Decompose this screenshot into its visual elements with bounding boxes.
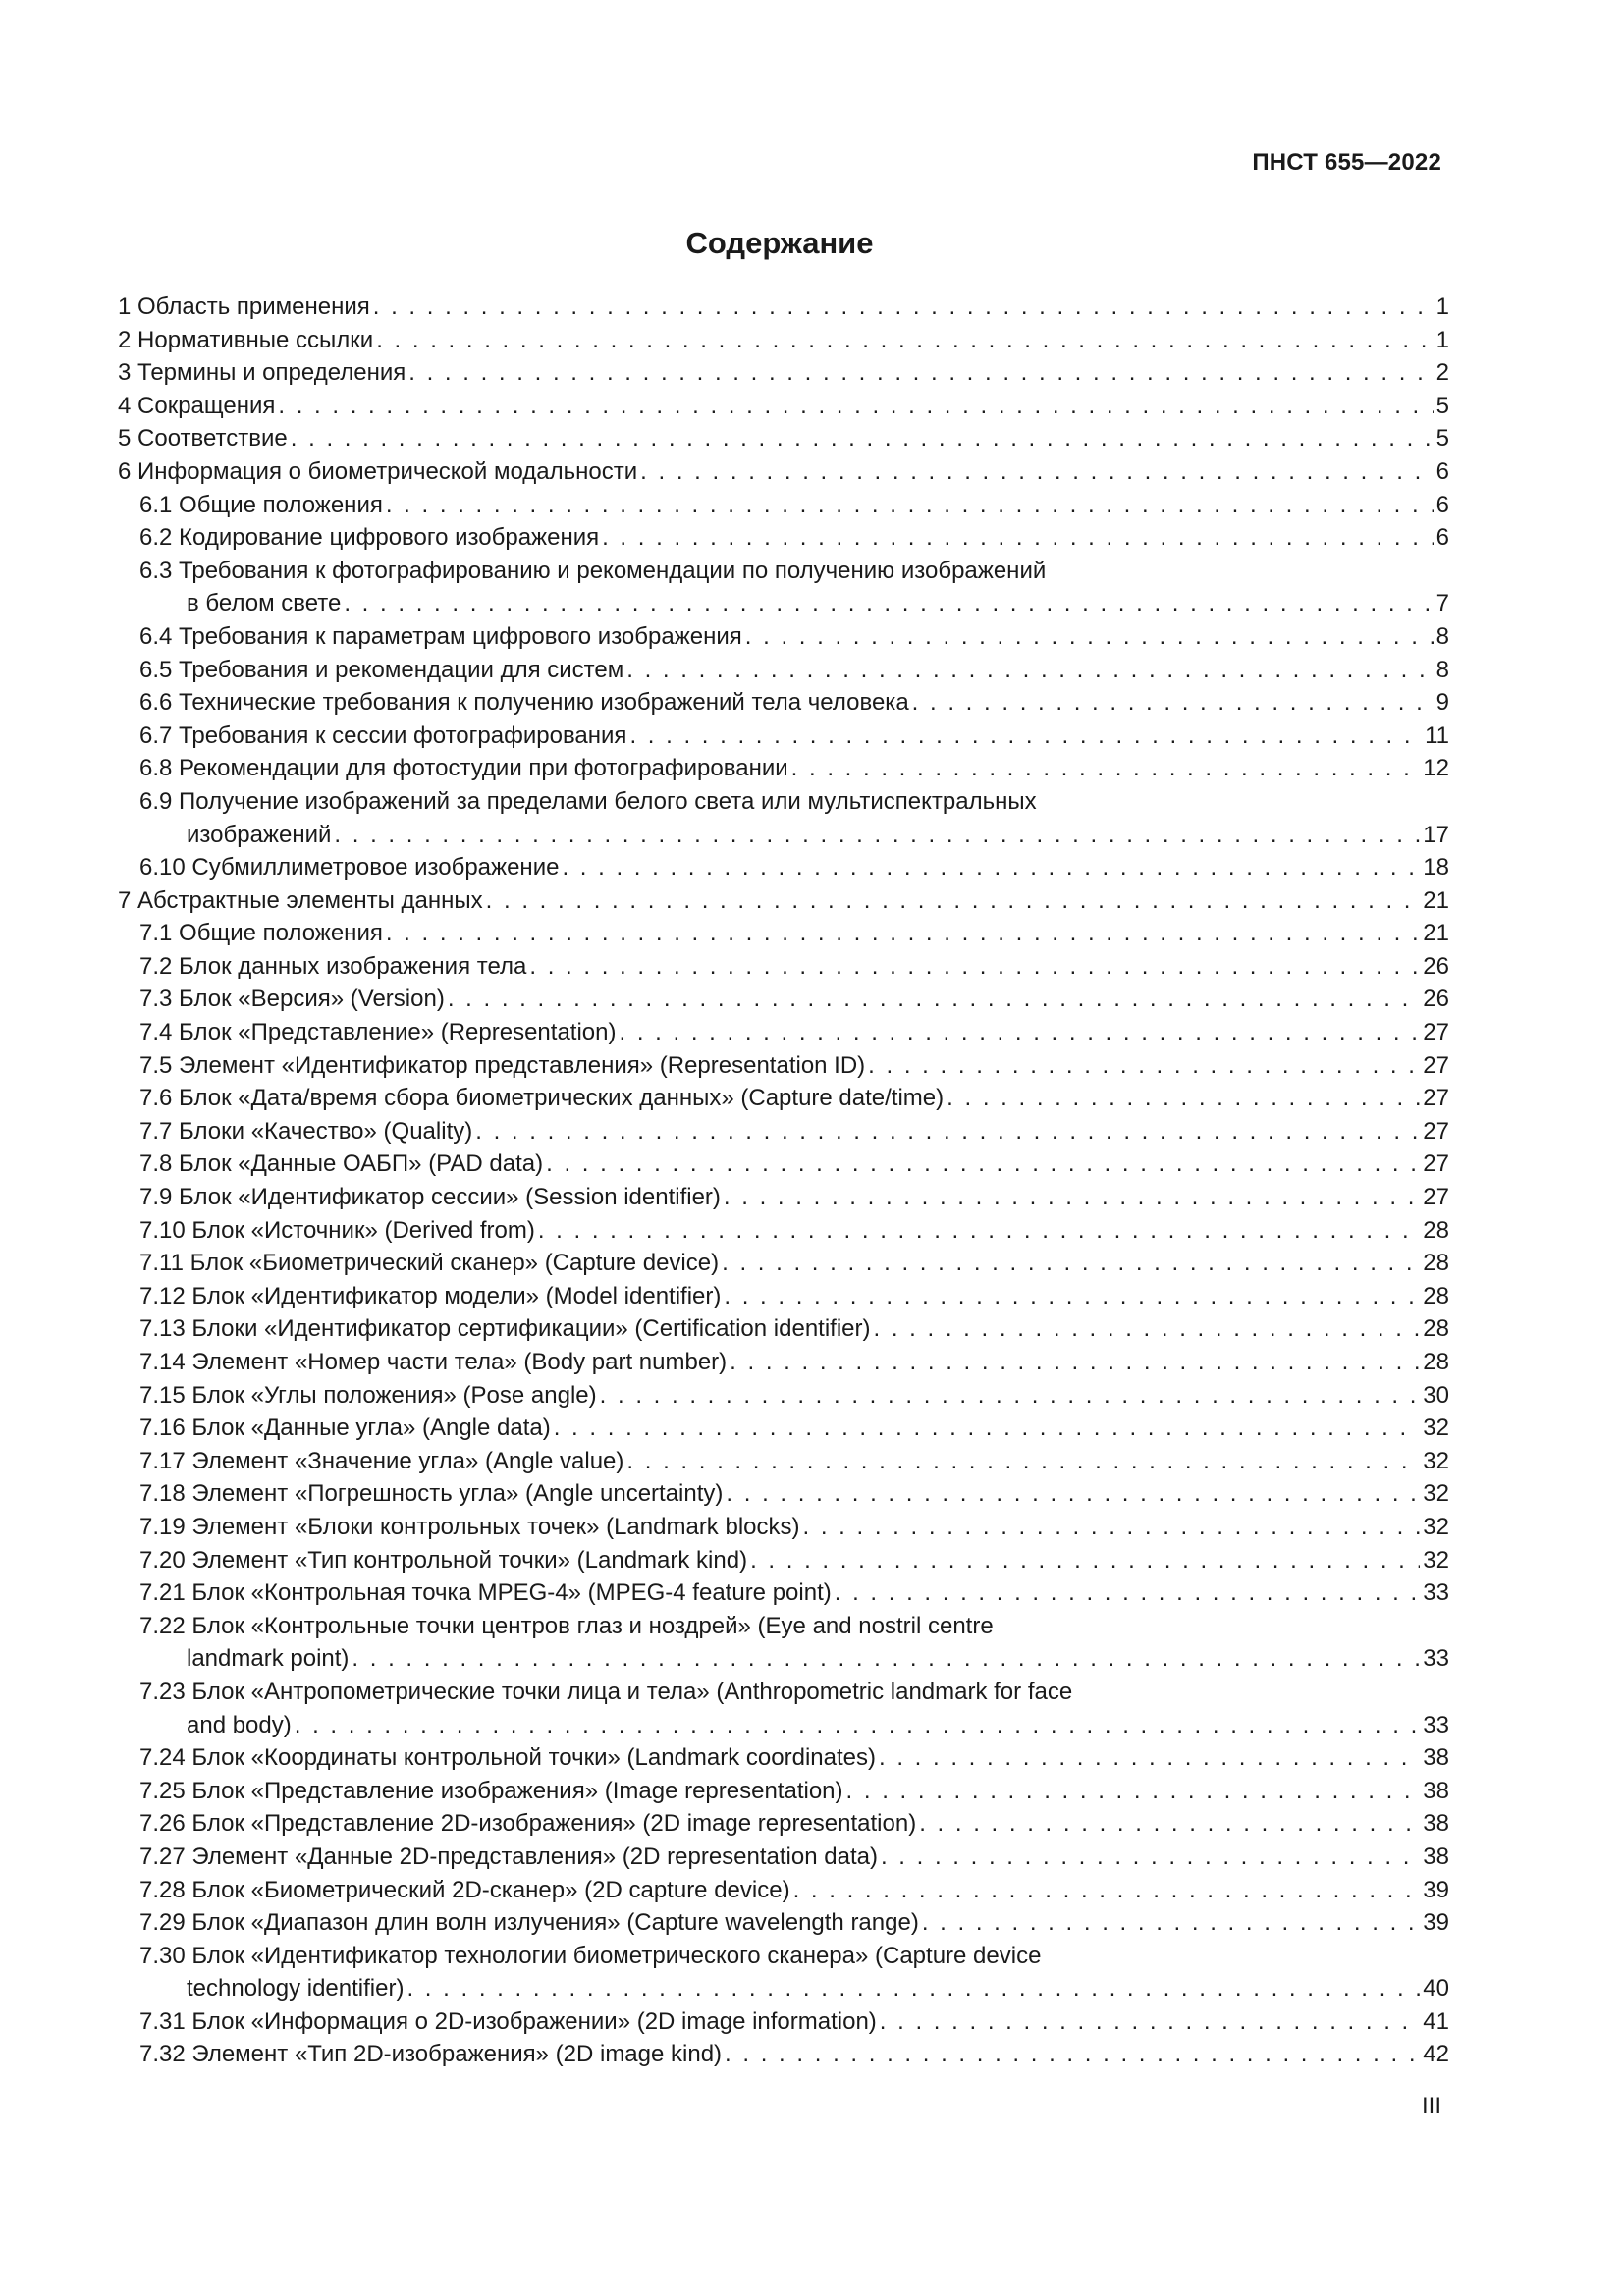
toc-entry-title: 7.27 Элемент «Данные 2D-представления» (2D representation data) bbox=[139, 1842, 878, 1870]
toc-entry bbox=[118, 1346, 1449, 1379]
toc-entry bbox=[118, 1214, 1449, 1248]
toc-entry-title: 7.8 Блок «Данные ОАБП» (PAD data) bbox=[139, 1150, 544, 1178]
page-number: III bbox=[1421, 2093, 1441, 2119]
toc-entry-page: 27 bbox=[1423, 1117, 1449, 1145]
toc-entry-title: 6.9 Получение изображений за пределами белого света или мультиспектральных bbox=[139, 787, 1037, 815]
toc-entry-title: 7.26 Блок «Представление 2D-изображения» (2D image representation) bbox=[139, 1810, 917, 1838]
toc-entry-page: 5 bbox=[1435, 425, 1449, 453]
toc-entry bbox=[118, 851, 1449, 884]
toc-entry-page: 32 bbox=[1423, 1480, 1449, 1508]
toc-entry bbox=[118, 1874, 1449, 1907]
toc-entry-title: 7.24 Блок «Координаты контрольной точки» (Landmark coordinates) bbox=[139, 1744, 876, 1772]
toc-entry-title: and body) bbox=[187, 1711, 292, 1738]
toc-entry bbox=[118, 1841, 1449, 1874]
toc-entry bbox=[118, 1148, 1449, 1181]
toc-entry-title: 7.6 Блок «Дата/время сбора биометрических данных» (Capture date/time) bbox=[139, 1085, 945, 1112]
toc-entry bbox=[118, 1445, 1449, 1478]
toc-entry bbox=[118, 1642, 1449, 1676]
toc-entry bbox=[118, 455, 1449, 489]
toc-entry bbox=[118, 1477, 1449, 1511]
dot-leader bbox=[835, 1576, 1421, 1610]
dot-leader bbox=[600, 1379, 1421, 1413]
toc-entry-page: 6 bbox=[1435, 457, 1449, 485]
toc-entry-title: 7.20 Элемент «Тип контрольной точки» (Landmark kind) bbox=[139, 1546, 748, 1574]
toc-entry-title: 6.8 Рекомендации для фотостудии при фотографировании bbox=[139, 755, 788, 782]
dot-leader bbox=[619, 1016, 1420, 1049]
toc-entry bbox=[118, 1280, 1449, 1313]
dot-leader bbox=[745, 620, 1434, 654]
toc-entry-page: 38 bbox=[1423, 1842, 1449, 1870]
dot-leader bbox=[730, 1346, 1420, 1379]
dot-leader bbox=[291, 422, 1434, 455]
toc-entry-title: 7.13 Блоки «Идентификатор сертификации» (Certification identifier) bbox=[139, 1315, 871, 1343]
toc-entry-page: 1 bbox=[1435, 294, 1449, 320]
dot-leader bbox=[529, 950, 1420, 984]
toc-entry-title: 7.22 Блок «Контрольные точки центров глаз и ноздрей» (Eye and nostril centre bbox=[139, 1612, 994, 1639]
toc-entry-page: 30 bbox=[1423, 1381, 1449, 1409]
toc-entry-page: 39 bbox=[1423, 1876, 1449, 1903]
toc-entry-page: 8 bbox=[1435, 622, 1449, 650]
toc-entry bbox=[118, 2005, 1449, 2039]
toc-entry-page: 28 bbox=[1423, 1315, 1449, 1343]
dot-leader bbox=[406, 1972, 1420, 2005]
toc-entry bbox=[118, 1412, 1449, 1445]
toc-entry bbox=[118, 356, 1449, 390]
toc-entry-page: 21 bbox=[1423, 886, 1449, 914]
toc-entry-title: 6.5 Требования и рекомендации для систем bbox=[139, 656, 624, 683]
toc-entry-page: 27 bbox=[1423, 1019, 1449, 1046]
dot-leader bbox=[602, 521, 1434, 555]
toc-entry-page: 26 bbox=[1423, 986, 1449, 1013]
toc-entry-title: 7.32 Элемент «Тип 2D-изображения» (2D image kind) bbox=[139, 2041, 723, 2068]
dot-leader bbox=[724, 1280, 1420, 1313]
toc-entry bbox=[118, 950, 1449, 984]
toc-entry bbox=[118, 884, 1449, 918]
toc-entry bbox=[118, 1775, 1449, 1808]
toc-entry-page: 41 bbox=[1423, 2007, 1449, 2035]
toc-entry bbox=[118, 521, 1449, 555]
table-of-contents bbox=[118, 291, 1449, 2071]
toc-entry-page: 12 bbox=[1423, 755, 1449, 782]
toc-entry-title: 7.10 Блок «Источник» (Derived from) bbox=[139, 1216, 535, 1244]
toc-entry-title: 7.25 Блок «Представление изображения» (Image representation) bbox=[139, 1777, 843, 1804]
dot-leader bbox=[725, 2038, 1420, 2071]
toc-entry bbox=[118, 1115, 1449, 1148]
toc-entry-title: 7.28 Блок «Биометрический 2D-сканер» (2D capture device) bbox=[139, 1876, 790, 1903]
toc-entry bbox=[118, 1741, 1449, 1775]
toc-entry bbox=[118, 1807, 1449, 1841]
toc-entry bbox=[118, 917, 1449, 950]
toc-entry-page: 27 bbox=[1423, 1184, 1449, 1211]
dot-leader bbox=[352, 1642, 1420, 1676]
dot-leader bbox=[626, 1445, 1420, 1478]
page-title: Содержание bbox=[685, 226, 874, 260]
dot-leader bbox=[386, 917, 1420, 950]
toc-entry-title: 6 Информация о биометрической модальности bbox=[118, 457, 638, 485]
toc-entry-title: 6.7 Требования к сессии фотографирования bbox=[139, 721, 627, 749]
toc-entry bbox=[118, 1379, 1449, 1413]
dot-leader bbox=[538, 1214, 1420, 1248]
toc-entry bbox=[118, 422, 1449, 455]
toc-entry bbox=[118, 390, 1449, 423]
toc-entry-page: 8 bbox=[1435, 656, 1449, 683]
dot-leader bbox=[386, 489, 1434, 522]
dot-leader bbox=[554, 1412, 1421, 1445]
toc-entry bbox=[118, 654, 1449, 687]
toc-entry bbox=[118, 1972, 1449, 2005]
toc-entry-title: 7.23 Блок «Антропометрические точки лица и тела» (Anthropometric landmark for face bbox=[139, 1678, 1073, 1705]
toc-entry-title: 2 Нормативные ссылки bbox=[118, 326, 374, 353]
dot-leader bbox=[880, 2005, 1421, 2039]
toc-entry bbox=[118, 720, 1449, 753]
toc-entry bbox=[118, 1016, 1449, 1049]
dot-leader bbox=[724, 1181, 1420, 1214]
toc-entry-title: 3 Термины и определения bbox=[118, 359, 406, 387]
toc-entry bbox=[118, 1610, 1449, 1643]
toc-entry bbox=[118, 1511, 1449, 1544]
toc-entry-title: 7.12 Блок «Идентификатор модели» (Model identifier) bbox=[139, 1282, 722, 1309]
toc-entry-page: 28 bbox=[1423, 1282, 1449, 1309]
toc-entry-page: 32 bbox=[1423, 1447, 1449, 1474]
toc-entry bbox=[118, 1049, 1449, 1083]
toc-entry-title: 7.17 Элемент «Значение угла» (Angle value) bbox=[139, 1447, 624, 1474]
toc-entry-page: 28 bbox=[1423, 1250, 1449, 1277]
toc-entry-title: technology identifier) bbox=[187, 1975, 405, 2002]
toc-entry-page: 28 bbox=[1423, 1216, 1449, 1244]
toc-entry-title: 6.2 Кодирование цифрового изображения bbox=[139, 524, 600, 552]
toc-entry-title: 6.6 Технические требования к получению изображений тела человека bbox=[139, 689, 909, 717]
toc-entry-title: 7.1 Общие положения bbox=[139, 920, 383, 947]
toc-entry bbox=[118, 1247, 1449, 1280]
toc-entry-page: 33 bbox=[1423, 1579, 1449, 1607]
toc-entry-page: 18 bbox=[1423, 854, 1449, 881]
toc-entry-title: 7.14 Элемент «Номер части тела» (Body part number) bbox=[139, 1349, 728, 1375]
dot-leader bbox=[750, 1544, 1420, 1577]
toc-entry bbox=[118, 2038, 1449, 2071]
toc-entry-title: 7.2 Блок данных изображения тела bbox=[139, 952, 527, 980]
dot-leader bbox=[546, 1148, 1420, 1181]
toc-entry bbox=[118, 587, 1449, 620]
toc-entry-page: 6 bbox=[1435, 491, 1449, 518]
toc-entry-page: 32 bbox=[1423, 1415, 1449, 1442]
toc-entry-page: 40 bbox=[1423, 1975, 1449, 2002]
toc-entry bbox=[118, 489, 1449, 522]
toc-entry-page: 17 bbox=[1423, 821, 1449, 848]
dot-leader bbox=[373, 291, 1434, 324]
dot-leader bbox=[722, 1247, 1420, 1280]
toc-entry-title: 7.7 Блоки «Качество» (Quality) bbox=[139, 1117, 473, 1145]
toc-entry-page: 21 bbox=[1423, 920, 1449, 947]
toc-entry-title: 7.11 Блок «Биометрический сканер» (Capture device) bbox=[139, 1250, 720, 1277]
toc-entry bbox=[118, 819, 1449, 852]
dot-leader bbox=[793, 1874, 1421, 1907]
toc-entry bbox=[118, 752, 1449, 785]
toc-entry-title: 7.29 Блок «Диапазон длин волн излучения» (Capture wavelength range) bbox=[139, 1909, 919, 1937]
toc-entry-page: 27 bbox=[1423, 1051, 1449, 1079]
toc-entry-page: 7 bbox=[1435, 590, 1449, 617]
dot-leader bbox=[919, 1807, 1420, 1841]
toc-entry bbox=[118, 1676, 1449, 1709]
dot-leader bbox=[626, 654, 1433, 687]
dot-leader bbox=[922, 1906, 1420, 1940]
toc-entry-page: 38 bbox=[1423, 1777, 1449, 1804]
toc-entry bbox=[118, 1544, 1449, 1577]
toc-entry-page: 38 bbox=[1423, 1744, 1449, 1772]
dot-leader bbox=[726, 1477, 1420, 1511]
toc-entry-page: 39 bbox=[1423, 1909, 1449, 1937]
toc-entry-page: 32 bbox=[1423, 1513, 1449, 1540]
dot-leader bbox=[629, 720, 1422, 753]
toc-entry-title: 1 Область применения bbox=[118, 294, 370, 320]
dot-leader bbox=[868, 1049, 1420, 1083]
dot-leader bbox=[879, 1741, 1420, 1775]
toc-entry-title: 5 Соответствие bbox=[118, 425, 288, 453]
toc-entry-title: 7.21 Блок «Контрольная точка MPEG-4» (MPEG-4 feature point) bbox=[139, 1579, 832, 1607]
toc-entry-title: 6.10 Субмиллиметровое изображение bbox=[139, 854, 560, 881]
toc-entry-title: 7.5 Элемент «Идентификатор представления» (Representation ID) bbox=[139, 1051, 866, 1079]
toc-entry bbox=[118, 1906, 1449, 1940]
dot-leader bbox=[803, 1511, 1421, 1544]
dot-leader bbox=[874, 1312, 1421, 1346]
toc-entry bbox=[118, 1312, 1449, 1346]
toc-entry-page: 27 bbox=[1423, 1150, 1449, 1178]
toc-entry-page: 33 bbox=[1423, 1711, 1449, 1738]
toc-entry-title: 7.4 Блок «Представление» (Representation) bbox=[139, 1019, 617, 1046]
toc-entry-page: 1 bbox=[1435, 326, 1449, 353]
toc-entry-title: 6.1 Общие положения bbox=[139, 491, 383, 518]
toc-entry bbox=[118, 1181, 1449, 1214]
toc-entry bbox=[118, 1576, 1449, 1610]
dot-leader bbox=[344, 587, 1433, 620]
toc-entry bbox=[118, 291, 1449, 324]
dot-leader bbox=[881, 1841, 1420, 1874]
toc-entry bbox=[118, 324, 1449, 357]
toc-entry-page: 2 bbox=[1435, 359, 1449, 387]
dot-leader bbox=[846, 1775, 1421, 1808]
toc-entry-page: 26 bbox=[1423, 952, 1449, 980]
dot-leader bbox=[376, 324, 1433, 357]
toc-entry-title: 7.15 Блок «Углы положения» (Pose angle) bbox=[139, 1381, 597, 1409]
toc-entry-title: 7.3 Блок «Версия» (Version) bbox=[139, 986, 445, 1013]
dot-leader bbox=[278, 390, 1433, 423]
dot-leader bbox=[334, 819, 1420, 852]
dot-leader bbox=[912, 686, 1434, 720]
toc-entry bbox=[118, 1709, 1449, 1742]
toc-entry-title: landmark point) bbox=[187, 1645, 350, 1673]
toc-entry-page: 32 bbox=[1423, 1546, 1449, 1574]
toc-entry bbox=[118, 686, 1449, 720]
dot-leader bbox=[448, 983, 1420, 1016]
toc-entry-title: 7 Абстрактные элементы данных bbox=[118, 886, 483, 914]
toc-entry-page: 11 bbox=[1425, 721, 1449, 749]
dot-leader bbox=[947, 1082, 1420, 1115]
toc-entry-page: 33 bbox=[1423, 1645, 1449, 1673]
toc-entry-page: 38 bbox=[1423, 1810, 1449, 1838]
document-code: ПНСТ 655—2022 bbox=[1252, 149, 1441, 176]
toc-entry bbox=[118, 555, 1449, 588]
toc-entry bbox=[118, 983, 1449, 1016]
toc-entry-title: 7.9 Блок «Идентификатор сессии» (Session identifier) bbox=[139, 1184, 721, 1211]
dot-leader bbox=[562, 851, 1420, 884]
toc-entry-page: 6 bbox=[1435, 524, 1449, 552]
toc-entry-title: 7.30 Блок «Идентификатор технологии биометрического сканера» (Capture device bbox=[139, 1942, 1042, 1969]
dot-leader bbox=[475, 1115, 1420, 1148]
toc-entry-page: 42 bbox=[1423, 2041, 1449, 2068]
toc-entry-title: 4 Сокращения bbox=[118, 392, 276, 419]
toc-entry bbox=[118, 1082, 1449, 1115]
toc-entry-page: 28 bbox=[1423, 1349, 1449, 1375]
toc-entry-page: 27 bbox=[1423, 1085, 1449, 1112]
dot-leader bbox=[295, 1709, 1421, 1742]
dot-leader bbox=[486, 884, 1421, 918]
toc-entry-title: 7.18 Элемент «Погрешность угла» (Angle uncertainty) bbox=[139, 1480, 724, 1508]
dot-leader bbox=[408, 356, 1433, 390]
toc-entry-page: 9 bbox=[1435, 689, 1449, 717]
toc-entry-title: 6.3 Требования к фотографированию и рекомендации по получению изображений bbox=[139, 557, 1047, 584]
toc-entry bbox=[118, 785, 1449, 819]
dot-leader bbox=[640, 455, 1433, 489]
dot-leader bbox=[791, 752, 1421, 785]
toc-entry-title: 7.31 Блок «Информация о 2D-изображении» (2D image information) bbox=[139, 2007, 877, 2035]
toc-entry-title: 6.4 Требования к параметрам цифрового изображения bbox=[139, 622, 742, 650]
toc-entry-page: 5 bbox=[1435, 392, 1449, 419]
toc-entry bbox=[118, 1940, 1449, 1973]
toc-entry-title: 7.16 Блок «Данные угла» (Angle data) bbox=[139, 1415, 551, 1442]
toc-entry bbox=[118, 620, 1449, 654]
toc-entry-title: в белом свете bbox=[187, 590, 342, 617]
toc-entry-title: 7.19 Элемент «Блоки контрольных точек» (Landmark blocks) bbox=[139, 1513, 800, 1540]
toc-entry-title: изображений bbox=[187, 821, 332, 848]
